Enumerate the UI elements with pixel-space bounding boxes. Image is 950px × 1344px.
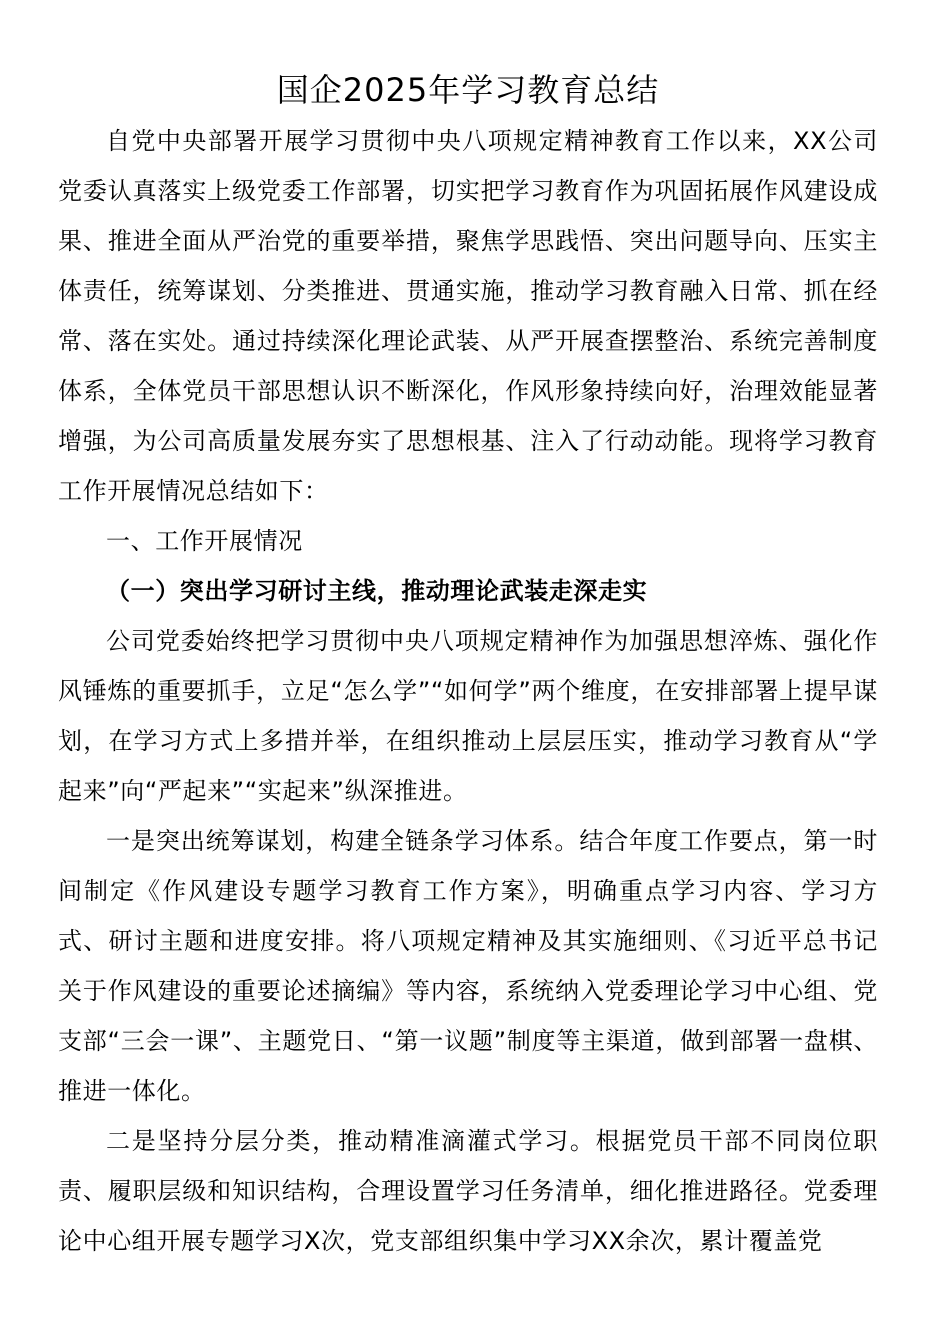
subsection-heading: （一）突出学习研讨主线，推动理论武装走深走实	[106, 577, 648, 605]
body-paragraph-2: 一是突出统筹谋划，构建全链条学习体系。结合年度工作要点，第一时间制定《作风建设专题学习教育工作方案》，明确重点学习内容、学习方式、研讨主题和进度安排。将八项规定精神及其实施细则、《习近平总书记关于作风建设的重要论述摘编》等内容，系统纳入党委理论学习中心组、党支部“三会一课”、主题党日、“第一议题”制度等主渠道，做到部署一盘棋、推进一体化。	[58, 827, 878, 1105]
intro-paragraph: 自党中央部署开展学习贯彻中央八项规定精神教育工作以来，XX公司党委认真落实上级党委工作部署，切实把学习教育作为巩固拓展作风建设成果、推进全面从严治党的重要举措，聚焦学思践悟、突出问题导向、压实主体责任，统筹谋划、分类推进、贯通实施，推动学习教育融入日常、抓在经常、落在实处。通过持续深化理论武装、从严开展查摆整治、系统完善制度体系，全体党员干部思想认识不断深化，作风形象持续向好，治理效能显著增强，为公司高质量发展夯实了思想根基、注入了行动动能。现将学习教育工作开展情况总结如下：	[58, 127, 878, 505]
section-heading: 一、工作开展情况	[106, 527, 303, 555]
body-paragraph-1: 公司党委始终把学习贯彻中央八项规定精神作为加强思想淬炼、强化作风锤炼的重要抓手，立足“怎么学”“如何学”两个维度，在安排部署上提早谋划，在学习方式上多措并举，在组织推动上层层压实，推动学习教育从“学起来”向“严起来”“实起来”纵深推进。	[58, 627, 878, 805]
body-paragraph-3: 二是坚持分层分类，推动精准滴灌式学习。根据党员干部不同岗位职责、履职层级和知识结构，合理设置学习任务清单，细化推进路径。党委理论中心组开展专题学习X次，党支部组织集中学习XX余次，累计覆盖党	[58, 1127, 878, 1255]
document-title: 国企2025年学习教育总结	[276, 71, 660, 109]
